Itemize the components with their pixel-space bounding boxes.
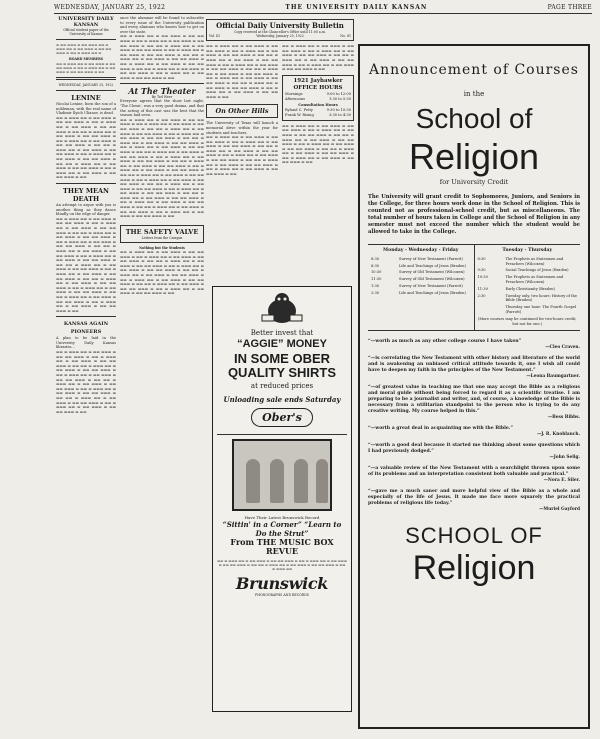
column-bulletin: Official Daily University Bulletin Copy received at the Chancellor's Office until 11:00 a.m. Vol. III Wednesday, January 25, 1922 No. 81 ▬▬ ▬ ▬▬▬ ▬▬ ▬ ▬▬ ▬▬▬ ▬ ▬▬ ▬▬ ▬▬▬ ▬ ▬▬ ▬ ▬▬▬ ▬▬ ▬ ▬▬ ▬▬▬ ▬ ▬▬ ▬▬ ▬▬▬ ▬ ▬▬ ▬▬ ▬ ▬▬▬ ▬▬ ▬ ▬▬ ▬▬▬ ▬ ▬▬ ▬▬ ▬▬▬ ▬ ▬▬ ▬ ▬▬▬ ▬▬ ▬ ▬▬ ▬▬▬ ▬ ▬▬ ▬▬ ▬▬▬ ▬ ▬▬ ▬▬ ▬ ▬▬▬ ▬▬ ▬ ▬▬ ▬▬▬ ▬ ▬▬ ▬▬ ▬▬▬ ▬ ▬▬ ▬ ▬▬▬ ▬▬ ▬ ▬▬ ▬▬▬ ▬ ▬▬ ▬▬ ▬▬▬ ▬ ▬▬ ▬▬ ▬ ▬▬▬ ▬▬ ▬ ▬▬ ▬▬▬ ▬ ▬▬ ▬▬ ▬▬▬ ▬ ▬▬ ▬ ▬▬▬ ▬▬ ▬ ▬▬ ▬▬▬ ▬ ▬▬ ▬▬ ▬▬▬ ▬ ▬▬ On Other Hills The University of Texas will launch a memorial drive within the year for students and teachers. ▬▬ ▬ ▬▬▬ ▬▬ ▬ ▬▬ ▬▬▬ ▬ ▬▬ ▬▬ ▬▬▬ ▬ ▬▬ ▬ ▬▬▬ ▬▬ ▬ ▬▬ ▬▬▬ ▬ ▬▬ ▬▬ ▬▬▬ ▬ ▬▬ ▬▬ ▬ ▬▬▬ ▬▬ ▬ ▬▬ ▬▬▬ ▬ ▬▬ ▬▬ ▬▬▬ ▬ ▬▬ ▬ ▬▬▬ ▬▬ ▬ ▬▬ ▬▬▬ ▬ ▬▬ ▬▬ ▬▬▬ ▬ ▬▬ ▬▬ ▬ ▬▬▬ ▬▬ ▬ ▬▬ ▬▬▬ ▬ ▬▬ ▬▬ ▬▬▬ ▬ ▬▬ ▬ ▬▬▬ ▬▬ ▬ ▬▬ ▬▬▬ ▬ ▬▬ ▬▬ ▬▬▬ ▬ ▬▬ ▬▬ ▬ ▬▬▬ ▬▬ ▬ ▬▬ ▬▬▬ ▬ ▬▬ ▬▬ ▬▬▬ ▬ ▬▬ ▬ ▬▬▬ ▬▬ ▬ ▬▬ ▬▬▬ ▬ ▬▬ ▬▬ ▬▬▬ ▬ ▬▬ ▬▬ ▬ ▬▬▬ ▬▬ ▬ ▬▬ ▬▬▬ ▬ ▬▬ ▬▬ ▬▬▬ ▬ ▬▬ ▬ ▬▬▬ ▬▬ ▬ ▬▬ ▬▬▬ ▬ ▬▬ ▬▬ ▬▬▬ ▬ ▬▬ 1921 Jayhawker OFFICE HOURS Mornings 9:00 to 12:00 Afternoons 1:30 to 5:30 Consultation Hours Ryland C. Petty 9:30 to 10:30 Frank W. Rising 3:30 to 4:30 ▬▬ ▬ ▬▬▬ ▬▬ ▬ ▬▬ ▬▬▬ ▬ ▬▬ ▬▬ ▬▬▬ ▬ ▬▬ ▬ ▬▬▬ ▬▬ ▬ ▬▬ ▬▬▬ ▬ ▬▬ ▬▬ ▬▬▬ ▬ ▬▬ ▬▬ ▬ ▬▬▬ ▬▬ ▬ ▬▬ ▬▬▬ ▬ ▬▬ ▬▬ ▬▬▬ ▬ ▬▬ ▬ ▬▬▬ ▬▬ ▬ ▬▬ ▬▬▬ ▬ ▬▬ ▬▬ ▬▬▬ ▬ ▬▬ ▬▬ ▬ ▬▬▬ ▬▬ ▬ ▬▬ ▬▬▬ ▬ ▬▬ ▬▬ ▬▬▬ ▬ ▬▬ ▬ ▬▬▬ ▬▬ ▬ ▬▬ ▬▬▬ ▬ ▬▬ ▬▬ ▬▬▬ ▬ ▬▬ — [206, 21, 354, 176]
quote: “—is correlating the New Testament with other history and literature of the world and is awakening an unbiased critical attitude towards it, one I wish all could have to deepen my faith in the principles of the New Testament.” —Leona Baumgartner. — [368, 356, 580, 380]
safety-valve-heading: THE SAFETY VALVE — [125, 227, 199, 236]
column-news: once the alumnae will be found to subscribe to every issue of the University publication and every alumnus who knows how to get on over the state. ▬▬ ▬ ▬▬▬ ▬▬ ▬ ▬▬ ▬▬▬ ▬ ▬▬ ▬▬ ▬▬▬ ▬ ▬▬ ▬ ▬▬▬ ▬▬ ▬ ▬▬ ▬▬▬ ▬ ▬▬ ▬▬ ▬▬▬ ▬ ▬▬ ▬▬ ▬ ▬▬▬ ▬▬ ▬ ▬▬ ▬▬▬ ▬ ▬▬ ▬▬ ▬▬▬ ▬ ▬▬ ▬ ▬▬▬ ▬▬ ▬ ▬▬ ▬▬▬ ▬ ▬▬ ▬▬ ▬▬▬ ▬ ▬▬ ▬▬ ▬ ▬▬▬ ▬▬ ▬ ▬▬ ▬▬▬ ▬ ▬▬ ▬▬ ▬▬▬ ▬ ▬▬ ▬ ▬▬▬ ▬▬ ▬ ▬▬ ▬▬▬ ▬ ▬▬ ▬▬ ▬▬▬ ▬ ▬▬ ▬▬ ▬ ▬▬▬ ▬▬ ▬ ▬▬ ▬▬▬ ▬ ▬▬ ▬▬ ▬▬▬ ▬ ▬▬ ▬ ▬▬▬ ▬▬ ▬ ▬▬ ▬▬▬ ▬ ▬▬ ▬▬ ▬▬▬ ▬ ▬▬ At The Theater By Ted Weer Everyone agrees that the show last night, 'The Clown', was a very good drama, and that the acting of this cast was the best that the season had seen. ▬▬ ▬ ▬▬▬ ▬▬ ▬ ▬▬ ▬▬▬ ▬ ▬▬ ▬▬ ▬▬▬ ▬ ▬▬ ▬ ▬▬▬ ▬▬ ▬ ▬▬ ▬▬▬ ▬ ▬▬ ▬▬ ▬▬▬ ▬ ▬▬ ▬▬ ▬ ▬▬▬ ▬▬ ▬ ▬▬ ▬▬▬ ▬ ▬▬ ▬▬ ▬▬▬ ▬ ▬▬ ▬ ▬▬▬ ▬▬ ▬ ▬▬ ▬▬▬ ▬ ▬▬ ▬▬ ▬▬▬ ▬ ▬▬ ▬▬ ▬ ▬▬▬ ▬▬ ▬ ▬▬ ▬▬▬ ▬ ▬▬ ▬▬ ▬▬▬ ▬ ▬▬ ▬ ▬▬▬ ▬▬ ▬ ▬▬ ▬▬▬ ▬ ▬▬ ▬▬ ▬▬▬ ▬ ▬▬ ▬▬ ▬ ▬▬▬ ▬▬ ▬ ▬▬ ▬▬▬ ▬ ▬▬ ▬▬ ▬▬▬ ▬ ▬▬ ▬ ▬▬▬ ▬▬ ▬ ▬▬ ▬▬▬ ▬ ▬▬ ▬▬ ▬▬▬ ▬ ▬▬ ▬▬ ▬ ▬▬▬ ▬▬ ▬ ▬▬ ▬▬▬ ▬ ▬▬ ▬▬ ▬▬▬ ▬ ▬▬ ▬ ▬▬▬ ▬▬ ▬ ▬▬ ▬▬▬ ▬ ▬▬ ▬▬ ▬▬▬ ▬ ▬▬ ▬▬ ▬ ▬▬▬ ▬▬ ▬ ▬▬ ▬▬▬ ▬ ▬▬ ▬▬ ▬▬▬ ▬ ▬▬ ▬ ▬▬▬ ▬▬ ▬ ▬▬ ▬▬▬ ▬ ▬▬ ▬▬ ▬▬▬ ▬ ▬▬ ▬▬ ▬ ▬▬▬ ▬▬ ▬ ▬▬ ▬▬▬ ▬ ▬▬ ▬▬ ▬▬▬ ▬ ▬▬ ▬ ▬▬▬ ▬▬ ▬ ▬▬ ▬▬▬ ▬ ▬▬ ▬▬ ▬▬▬ ▬ ▬▬ ▬▬ ▬ ▬▬▬ ▬▬ ▬ ▬▬ ▬▬▬ ▬ ▬▬ ▬▬ ▬▬▬ ▬ ▬▬ ▬ ▬▬▬ ▬▬ ▬ ▬▬ ▬▬▬ ▬ ▬▬ ▬▬ ▬▬▬ ▬ ▬▬ ▬▬ ▬ ▬▬▬ ▬▬ ▬ ▬▬ ▬▬▬ ▬ ▬▬ ▬▬ ▬▬▬ ▬ ▬▬ ▬ ▬▬▬ ▬▬ ▬ ▬▬ ▬▬▬ ▬ ▬▬ ▬▬ ▬▬▬ ▬ ▬▬ THE SAFETY VALVE Letters from the Campus Nothing but the Students ▬▬ ▬ ▬▬▬ ▬▬ ▬ ▬▬ ▬▬▬ ▬ ▬▬ ▬▬ ▬▬▬ ▬ ▬▬ ▬ ▬▬▬ ▬▬ ▬ ▬▬ ▬▬▬ ▬ ▬▬ ▬▬ ▬▬▬ ▬ ▬▬ ▬▬ ▬ ▬▬▬ ▬▬ ▬ ▬▬ ▬▬▬ ▬ ▬▬ ▬▬ ▬▬▬ ▬ ▬▬ ▬ ▬▬▬ ▬▬ ▬ ▬▬ ▬▬▬ ▬ ▬▬ ▬▬ ▬▬▬ ▬ ▬▬ ▬▬ ▬ ▬▬▬ ▬▬ ▬ ▬▬ ▬▬▬ ▬ ▬▬ ▬▬ ▬▬▬ ▬ ▬▬ ▬ ▬▬▬ ▬▬ ▬ ▬▬ ▬▬▬ ▬ ▬▬ ▬▬ ▬▬▬ ▬ ▬▬ ▬▬ ▬ ▬▬▬ ▬▬ ▬ ▬▬ ▬▬▬ ▬ ▬▬ ▬▬ ▬▬▬ ▬ ▬▬ ▬ ▬▬▬ ▬▬ ▬ ▬▬ ▬▬▬ ▬ ▬▬ ▬▬ ▬▬▬ ▬ ▬▬ — [120, 16, 204, 296]
tt-note: (More courses may be continued for two-hours credit, but not for one.) — [477, 316, 577, 326]
masthead — [54, 2, 592, 14]
course-row: Thursday one hour: The Fourth Gospel (Parrott) — [505, 305, 577, 314]
school-of-footer: SCHOOL OF — [405, 523, 543, 549]
course-row: 11:30 Early Christianity (Braden) — [477, 286, 555, 291]
bulletin-box — [206, 19, 354, 41]
jayhawker-box — [282, 75, 354, 121]
safety-valve-subtitle: Letters from the Campus — [141, 235, 183, 240]
tt-heading: Tuesday - Thursday — [502, 248, 553, 253]
religion-heading: Religion — [408, 136, 540, 177]
masthead-date: WEDNESDAY, JANUARY 25, 1922 — [54, 4, 166, 11]
intro-text: The University will grant credit to Sophomores, Juniors, and Seniors in the College, for three hours work done in the School of Religion. This is counted not as professional-school credit, but as miscellaneous. The total number of hours taken in College and the School of Religion in any semester must not exceed the number which the student would be allowed to take in the College. — [368, 194, 580, 235]
course-row: 9:30 Social Teachings of Jesus (Braden) — [477, 268, 569, 273]
quote: “—gave me a much saner and more helpful view of the Bible as a whole and especially of the life of Jesus. It made me face more squarely the practical problems of religious life today.” —Muriel Gayford — [368, 489, 580, 513]
announce-heading: Announcement of Courses — [369, 62, 579, 78]
quote: “—of greatest value in teaching me that one may accept the Bible as a religious and moral guide without being forced to regard it as a scientific treatise. I am preparing to be a journalist and writer, and, of course, a knowledge of the Bible is necessary from a utilitarian standpoint to the person who is trying to do any creative writing. My course helped in this.” —Bess Bibbs. — [368, 385, 580, 421]
credit-text: for University Credit — [439, 178, 509, 186]
course-schedule — [368, 244, 580, 331]
in-the-text: in the — [463, 90, 485, 98]
editorial-date: WEDNESDAY, JANUARY 25, 1922 — [58, 82, 114, 87]
religion-footer: Religion — [412, 549, 536, 588]
other-hills-box — [206, 104, 278, 118]
ad-offer: IN SOME OBER QUALITY SHIRTS — [227, 351, 337, 380]
course-row: 8:30 Survey of New Testament (Parrott) — [371, 256, 463, 261]
staff-listing: ▬ ▬▬ ▬▬▬ ▬ ▬▬ ▬▬▬ ▬▬ ▬ ▬▬▬ ▬▬ ▬ ▬▬ ▬▬▬ ▬ ▬▬ ▬▬ ▬▬▬ ▬ ▬▬ ▬ ▬▬▬ ▬▬ ▬ — [56, 43, 112, 56]
consult-heading: Consultation Hours — [298, 103, 338, 108]
ad-money: “AGGIE” MONEY — [237, 338, 327, 350]
masthead-page: PAGE THREE — [547, 4, 592, 11]
safety-valve-title: Nothing but the Students — [139, 245, 185, 250]
quote: “—worth as much as any other college course I have taken” —Cleo Craven. — [368, 339, 580, 351]
hours-row: Mornings 9:00 to 12:00 — [285, 91, 351, 96]
course-row: 8:30 The Prophets as Statesmen and Preachers (Wilcoxen) — [477, 256, 564, 266]
theater-heading: At The Theater — [128, 86, 196, 97]
other-hills-text: The University of Texas will launch a memorial drive within the year for students and teachers. — [206, 121, 278, 135]
student-quotes — [368, 339, 580, 513]
theater-text: Everyone agrees that the show last night, 'The Clown', was a very good drama, and that the acting of this cast was the best that the season had seen. — [120, 99, 204, 118]
mwf-heading: Monday - Wednesday - Friday — [383, 248, 459, 253]
bulletin-date: Wednesday, January 25, 1922 — [256, 34, 304, 39]
ad-lead: Better invest that — [250, 329, 314, 337]
board-heading: BOARD MEMBERS — [68, 57, 104, 62]
schedule-tt — [474, 245, 581, 330]
safety-valve-box — [120, 225, 204, 243]
masthead-paper: THE UNIVERSITY DAILY KANSAN — [285, 4, 428, 11]
mean-death-heading: THEY MEAN DEATH — [63, 187, 109, 204]
ad-songs: “Sittin' in a Corner” “Learn to Do the Strut” — [222, 520, 342, 538]
course-row: 1:30 Survey of New Testament (Parrott) — [371, 283, 463, 288]
quote: “—a valuable review of the New Testament with a searchlight thrown upon some of its problems and an interpretation consistent both valuable and practical.” —Nora E. Siler. — [368, 466, 580, 484]
other-hills-heading: On Other Hills — [215, 107, 269, 116]
school-heading: School of — [415, 103, 533, 134]
kansas-pioneers-heading: KANSAS AGAIN PIONEERS — [63, 321, 109, 336]
schedule-mwf — [368, 245, 474, 330]
lenine-heading: LENINE — [71, 93, 101, 102]
obers-logo: Ober's — [251, 408, 313, 427]
theater-byline: By Ted Weer — [151, 95, 173, 100]
course-row: 10:30 The Prophets as Statesmen and Preachers (Wilcoxen) — [477, 275, 564, 284]
jayhawker-hours — [285, 92, 351, 118]
school-of-religion-ad — [358, 44, 590, 729]
ad-sale: Unloading sale ends Saturday — [223, 395, 341, 404]
consult-row: Ryland C. Petty 9:30 to 10:30 — [285, 108, 351, 113]
ad-show: From THE MUSIC BOX REVUE — [230, 537, 334, 556]
jayhawker-heading: 1921 Jayhawker OFFICE HOURS — [293, 77, 343, 91]
brunswick-logo: Brunswick — [235, 574, 329, 594]
column-editorial: UNIVERSITY DAILY KANSAN Official student paper of the University of Kansas ▬ ▬▬ ▬▬▬ ▬ ▬▬ ▬▬▬ ▬▬ ▬ ▬▬▬ ▬▬ ▬ ▬▬ ▬▬▬ ▬ ▬▬ ▬▬ ▬▬▬ ▬ ▬▬ ▬ ▬▬▬ ▬▬ ▬ BOARD MEMBERS ▬▬ ▬ ▬▬▬ ▬▬ ▬ ▬▬ ▬▬▬ ▬ ▬▬ ▬▬ ▬▬▬ ▬ ▬▬ ▬ ▬▬▬ ▬▬ ▬ ▬▬ ▬▬▬ ▬ ▬▬ ▬▬ ▬▬▬ ▬ ▬▬ WEDNESDAY, JANUARY 25, 1922 LENINE Nicolai Lenine, born the son of a nobleman, with the real name of Vladimir Ilyich Ulianov, is dead. ▬▬ ▬ ▬▬▬ ▬▬ ▬ ▬▬ ▬▬▬ ▬ ▬▬ ▬▬ ▬▬▬ ▬ ▬▬ ▬ ▬▬▬ ▬▬ ▬ ▬▬ ▬▬▬ ▬ ▬▬ ▬▬ ▬▬▬ ▬ ▬▬ ▬▬ ▬ ▬▬▬ ▬▬ ▬ ▬▬ ▬▬▬ ▬ ▬▬ ▬▬ ▬▬▬ ▬ ▬▬ ▬ ▬▬▬ ▬▬ ▬ ▬▬ ▬▬▬ ▬ ▬▬ ▬▬ ▬▬▬ ▬ ▬▬ ▬▬ ▬ ▬▬▬ ▬▬ ▬ ▬▬ ▬▬▬ ▬ ▬▬ ▬▬ ▬▬▬ ▬ ▬▬ ▬ ▬▬▬ ▬▬ ▬ ▬▬ ▬▬▬ ▬ ▬▬ ▬▬ ▬▬▬ ▬ ▬▬ ▬▬ ▬ ▬▬▬ ▬▬ ▬ ▬▬ ▬▬▬ ▬ ▬▬ ▬▬ ▬▬▬ ▬ ▬▬ ▬ ▬▬▬ ▬▬ ▬ ▬▬ ▬▬▬ ▬ ▬▬ ▬▬ ▬▬▬ ▬ ▬▬ THEY MEAN DEATH An attempt to argue with you is another thing as they dance blindly on the edge of danger. ▬▬ ▬ ▬▬▬ ▬▬ ▬ ▬▬ ▬▬▬ ▬ ▬▬ ▬▬ ▬▬▬ ▬ ▬▬ ▬ ▬▬▬ ▬▬ ▬ ▬▬ ▬▬▬ ▬ ▬▬ ▬▬ ▬▬▬ ▬ ▬▬ ▬▬ ▬ ▬▬▬ ▬▬ ▬ ▬▬ ▬▬▬ ▬ ▬▬ ▬▬ ▬▬▬ ▬ ▬▬ ▬ ▬▬▬ ▬▬ ▬ ▬▬ ▬▬▬ ▬ ▬▬ ▬▬ ▬▬▬ ▬ ▬▬ ▬▬ ▬ ▬▬▬ ▬▬ ▬ ▬▬ ▬▬▬ ▬ ▬▬ ▬▬ ▬▬▬ ▬ ▬▬ ▬ ▬▬▬ ▬▬ ▬ ▬▬ ▬▬▬ ▬ ▬▬ ▬▬ ▬▬▬ ▬ ▬▬ ▬▬ ▬ ▬▬▬ ▬▬ ▬ ▬▬ ▬▬▬ ▬ ▬▬ ▬▬ ▬▬▬ ▬ ▬▬ ▬ ▬▬▬ ▬▬ ▬ ▬▬ ▬▬▬ ▬ ▬▬ ▬▬ ▬▬▬ ▬ ▬▬ ▬▬ ▬ ▬▬▬ ▬▬ ▬ ▬▬ ▬▬▬ ▬ ▬▬ ▬▬ ▬▬▬ ▬ ▬▬ ▬ ▬▬▬ ▬▬ ▬ ▬▬ ▬▬▬ ▬ ▬▬ ▬▬ ▬▬▬ ▬ ▬▬ ▬▬ ▬ ▬▬▬ ▬▬ ▬ ▬▬ ▬▬▬ ▬ ▬▬ ▬▬ ▬▬▬ ▬ ▬▬ ▬ ▬▬▬ ▬▬ ▬ ▬▬ ▬▬▬ ▬ ▬▬ ▬▬ ▬▬▬ ▬ ▬▬ KANSAS AGAIN PIONEERS A plan to be laid in the University Daily Kansas libraries... ▬▬ ▬ ▬▬▬ ▬▬ ▬ ▬▬ ▬▬▬ ▬ ▬▬ ▬▬ ▬▬▬ ▬ ▬▬ ▬ ▬▬▬ ▬▬ ▬ ▬▬ ▬▬▬ ▬ ▬▬ ▬▬ ▬▬▬ ▬ ▬▬ ▬▬ ▬ ▬▬▬ ▬▬ ▬ ▬▬ ▬▬▬ ▬ ▬▬ ▬▬ ▬▬▬ ▬ ▬▬ ▬ ▬▬▬ ▬▬ ▬ ▬▬ ▬▬▬ ▬ ▬▬ ▬▬ ▬▬▬ ▬ ▬▬ ▬▬ ▬ ▬▬▬ ▬▬ ▬ ▬▬ ▬▬▬ ▬ ▬▬ ▬▬ ▬▬▬ ▬ ▬▬ ▬ ▬▬▬ ▬▬ ▬ ▬▬ ▬▬▬ ▬ ▬▬ ▬▬ ▬▬▬ ▬ ▬▬ ▬▬ ▬ ▬▬▬ ▬▬ ▬ ▬▬ ▬▬▬ ▬ ▬▬ ▬▬ ▬▬▬ ▬ ▬▬ ▬ ▬▬▬ ▬▬ ▬ ▬▬ ▬▬▬ ▬ ▬▬ ▬▬ ▬▬▬ ▬ ▬▬ — [56, 16, 116, 414]
brunswick-subtitle: PHONOGRAPHS AND RECORDS — [255, 593, 309, 598]
lenine-text: Nicolai Lenine, born the son of a nobleman, with the real name of Vladimir Ilyich Ulianov, is dead. — [56, 101, 116, 116]
bulletin-number: No. 81 — [340, 34, 351, 39]
mean-death-text: An attempt to argue with you is another thing as they dance blindly on the edge of danger. — [56, 203, 116, 217]
kansas-pioneers-text: A plan to be laid in the University Daily Kansas libraries... — [56, 336, 116, 350]
ad-caption: Have Their Latest Brunswick Record — [244, 515, 320, 520]
course-row: 2:30 Tuesday only, two hours: History of the Bible (Braden) — [477, 293, 577, 303]
course-row: 10:30 Survey of Old Testament (Wilcoxen) — [371, 270, 465, 275]
alumni-text: once the alumnae will be found to subscribe to every issue of the University publication and every alumnus who knows how to get on over the state. — [120, 16, 204, 34]
course-row: 11:30 Survey of Old Testament (Wilcoxen) — [371, 277, 465, 282]
ad-price: at reduced prices — [250, 382, 314, 390]
consult-row: Frank W. Rising 3:30 to 4:30 — [285, 112, 351, 117]
course-row: 2:30 Life and Teachings of Jesus (Braden) — [371, 290, 466, 295]
bulletin-heading: Official Daily University Bulletin — [216, 21, 344, 30]
bulletin-volume: Vol. III — [209, 34, 220, 39]
bulletin-subtitle: Copy received at the Chancellor's Office until 11:00 a.m. — [234, 30, 326, 34]
kansan-title: UNIVERSITY DAILY KANSAN — [58, 16, 114, 28]
revue-photo — [232, 439, 332, 511]
cartoon-figure-icon — [252, 291, 312, 325]
course-row: 8:30 Life and Teachings of Jesus (Braden) — [371, 263, 466, 268]
kansan-subtitle: Official student paper of the University of Kansas — [63, 28, 109, 37]
hours-row: Afternoons 1:30 to 5:30 — [285, 96, 351, 101]
ober-brunswick-ad: Better invest that “AGGIE” MONEY IN SOME OBER QUALITY SHIRTS at reduced prices Unloading sale ends Saturday Ober's Have Their Latest Brunswick Record “Sittin' in a Corner” “Learn to Do the Strut” From THE MUSIC BOX REVUE ▬▬ ▬ ▬▬▬ ▬▬ ▬ ▬▬ ▬▬▬ ▬ ▬▬ ▬▬ ▬▬▬ ▬ ▬▬ ▬ ▬▬▬ ▬▬ ▬ ▬▬ ▬▬▬ ▬ ▬▬ ▬▬ ▬▬▬ ▬ ▬▬ ▬▬ ▬ ▬▬▬ ▬▬ ▬ ▬▬ ▬▬▬ ▬ ▬▬ ▬▬ ▬▬▬ ▬ ▬▬ ▬ ▬▬▬ ▬▬ Brunswick PHONOGRAPHS AND RECORDS — [212, 286, 352, 712]
quote: “—worth a good deal because it started me thinking about some questions which I had previously dodged.” —John Selig. — [368, 443, 580, 461]
quote: “—worth a great deal in acquainting me with the Bible.” —J. R. Knoblauch. — [368, 426, 580, 438]
